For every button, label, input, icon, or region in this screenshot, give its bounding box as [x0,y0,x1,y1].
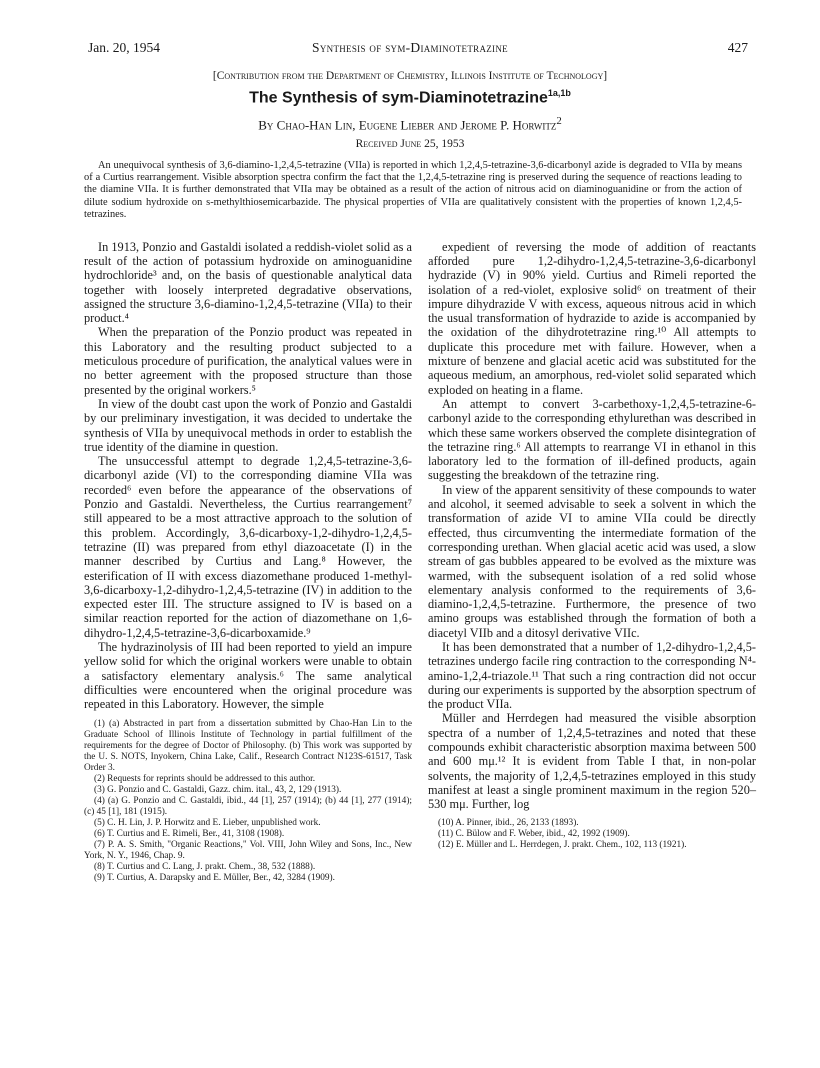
footnote: (4) (a) G. Ponzio and C. Gastaldi, ibid., 44 [1], 257 (1914); (b) 44 [1], 277 (1914); (c) 45 [1], 181 (1915). [84,796,412,818]
running-title: Synthesis of sym-Diaminotetrazine [312,40,508,55]
paragraph: expedient of reversing the mode of addition of reactants afforded pure 1,2-dihydro-1,2,4,5-tetrazine-3,6-dicarbonyl hydrazide (V) in 90% yield. Curtius and Rimeli reported the isolation of a red-violet, explosive solid⁶ on treatment of their impure dihydrazide V with excess, aqueous nitrous acid in which the usual transformation of hydrazide to azide is accompanied by the oxidation of the dihydrotetrazine ring.¹⁰ All attempts to duplicate this procedure met with failure. However, when a mixture of benzene and glacial acetic acid was substituted for the aqueous medium, an amorphous, red-violet solid separated which exploded on heating in a flame. [428,239,756,397]
contribution-line: [Contribution from the Department of Chemistry, Illinois Institute of Technology] [212,70,608,82]
footnote: (2) Requests for reprints should be addressed to this author. [94,774,316,785]
right-footnotes [428,818,756,851]
article-title [58,88,762,107]
right-body-text [428,240,756,812]
footnote: (9) T. Curtius, A. Darapsky and E. Müller, Ber., 42, 3284 (1909). [94,873,335,884]
issue-date: Jan. 20, 1954 [88,40,160,55]
footnote: (11) C. Bülow and F. Weber, ibid., 42, 1992 (1909). [438,828,630,839]
footnote: (3) G. Ponzio and C. Gastaldi, Gazz. chim. ital., 43, 2, 129 (1913). [94,785,342,796]
footnote: (6) T. Curtius and E. Rimeli, Ber., 41, 3108 (1908). [94,829,285,840]
author-footnote-marker: 2 [556,115,562,128]
paragraph: In view of the apparent sensitivity of these compounds to water and alcohol, it seemed advisable to seek a solvent in which the transformation of azide VI to amine VIIa could be directly effected, thus circumventing the intermediate formation of the corresponding urethan. When glacial acetic acid was used, a slow stream of gas bubbles appeared to be evolved as the mixture was warmed, with the subsequent isolation of a red solid whose elementary analysis conformed to the requirements of 3,6-diamino-1,2,4,5-tetrazine. Furthermore, the presence of two amino groups was established through the formation of both a diacetyl VIIb and a ditosyl derivative VIIc. [428,482,756,640]
page-number: 427 [727,40,748,55]
footnote: (5) C. H. Lin, J. P. Horwitz and E. Lieber, unpublished work. [94,818,321,829]
paragraph: Müller and Herrdegen had measured the visible absorption spectra of a number of 1,2,4,5-tetrazines and noted that these compounds exhibit characteristic absorption maxima between 500 and 600 mμ.¹² It is evident from Table I that, in non-polar solvents, the majority of 1,2,4,5-tetrazines employed in this study manifest at least a single prominent maximum in the region 520–530 mμ. Further, log [428,711,756,812]
footnote: (7) P. A. S. Smith, "Organic Reactions," Vol. VIII, John Wiley and Sons, Inc., New York, N. Y., 1946, Chap. 9. [84,840,412,862]
right-column [428,240,756,885]
received-date: Received June 25, 1953 [355,137,465,150]
paragraph: When the preparation of the Ponzio product was repeated in this Laboratory and the resulting product subjected to a meticulous procedure of purification, the analytical values were in no better agreement with the proposed structure than those presented by the original workers.⁵ [84,325,412,397]
paragraph: An attempt to convert 3-carbethoxy-1,2,4,5-tetrazine-6-carbonyl azide to the corresponding ethylurethan was described in which these same workers observed the complete disintegration of the tetrazine ring.⁶ All attempts to rearrange VI in ethanol in this laboratory led to the formation of ill-defined products, again suggesting the breakdown of the tetrazine ring. [428,396,756,483]
left-column [84,240,412,885]
footnote: (10) A. Pinner, ibid., 26, 2133 (1893). [438,817,579,828]
paragraph: It has been demonstrated that a number of 1,2-dihydro-1,2,4,5-tetrazines undergo facile ring contraction to the corresponding N⁴-amino-1,2,4-triazole.¹¹ That such a ring contraction did not occur during our experiments is supported by the absorption spectrum of the product VIIa. [428,640,756,712]
paragraph: In 1913, Ponzio and Gastaldi isolated a reddish-violet solid as a result of the action of potassium hydroxide on aminoguanidine hydrochloride³ and, on the basis of questionable analytical data together with loosely interpreted degradative observations, assigned the structure 3,6-diamino-1,2,4,5-tetrazine (VIIa) to their product.⁴ [84,239,412,326]
title-footnote-marker: 1a,1b [547,88,571,98]
running-head [58,40,762,62]
left-body-text [84,240,412,712]
left-footnotes [84,719,412,884]
footnote: (12) E. Müller and L. Herrdegen, J. prakt. Chem., 102, 113 (1921). [438,839,687,850]
author-line [58,115,762,133]
abstract: An unequivocal synthesis of 3,6-diamino-1,2,4,5-tetrazine (VIIa) is reported in which 1,2,4,5-tetrazine-3,6-dicarbonyl azide is degraded to VIIa by means of a Curtius rearrangement. Visible absorption spectra confirm the fact that the 1,2,4,5-tetrazine ring is preserved during the sequence of reactions leading to the diamine VIIa. It is further demonstrated that VIIa may be obtained as a result of the action of nitrous acid on diaminoguanidine or from the action of dilute sodium hydroxide on s-methylthiosemicarbazide. The physical properties of VIIa are qualitatively consistent with the properties of known 1,2,4,5-tetrazines. [84,159,742,221]
two-column-body [58,240,762,885]
paragraph: The unsuccessful attempt to degrade 1,2,4,5-tetrazine-3,6-dicarbonyl azide (VI) to the corresponding diamine VIIa was recorded⁶ even before the appearance of the observations of Ponzio and Gastaldi. Nevertheless, the Curtius rearrangement⁷ still appeared to be a most attractive approach to the solution of this problem. Accordingly, 3,6-dicarboxy-1,2-dihydro-1,2,4,5-tetrazine (II) was prepared from ethyl diazoacetate (I) in the manner described by Curtius and Lang.⁸ However, the esterification of II with excess diazomethane produced 1-methyl-3,6-dicarboxy-1,2-dihydro-1,2,4,5-tetrazine (IV) in addition to the expected ester III. The structure assigned to IV is based on a similar reaction reported for the action of diazomethane on 1,6-dihydro-1,2,4,5-tetrazine-3,6-dicarboxamide.⁹ [84,454,412,640]
footnote: (1) (a) Abstracted in part from a dissertation submitted by Chao-Han Lin to the Graduate School of Illinois Institute of Technology in partial fulfillment of the requirements for the degree of Doctor of Philosophy. (b) This work was supported by the U. S. NOTS, Inyokern, China Lake, Calif., Research Contract N123S-61517, Task Order 3. [84,719,412,774]
paragraph: In view of the doubt cast upon the work of Ponzio and Gastaldi by our preliminary investigation, it was decided to undertake the synthesis of VIIa by unequivocal methods in order to establish the true identity of the diamine in question. [84,396,412,454]
footnote: (8) T. Curtius and C. Lang, J. prakt. Chem., 38, 532 (1888). [94,862,316,873]
authors-text: By Chao-Han Lin, Eugene Lieber and Jerome P. Horwitz [258,117,557,133]
paragraph: The hydrazinolysis of III had been reported to yield an impure yellow solid for which the original workers were unable to obtain a satisfactory elementary analysis.⁶ The same analytical difficulties were encountered when the original procedure was repeated in this Laboratory. However, the simple [84,640,412,712]
title-text: The Synthesis of sym-Diaminotetrazine [249,89,548,107]
